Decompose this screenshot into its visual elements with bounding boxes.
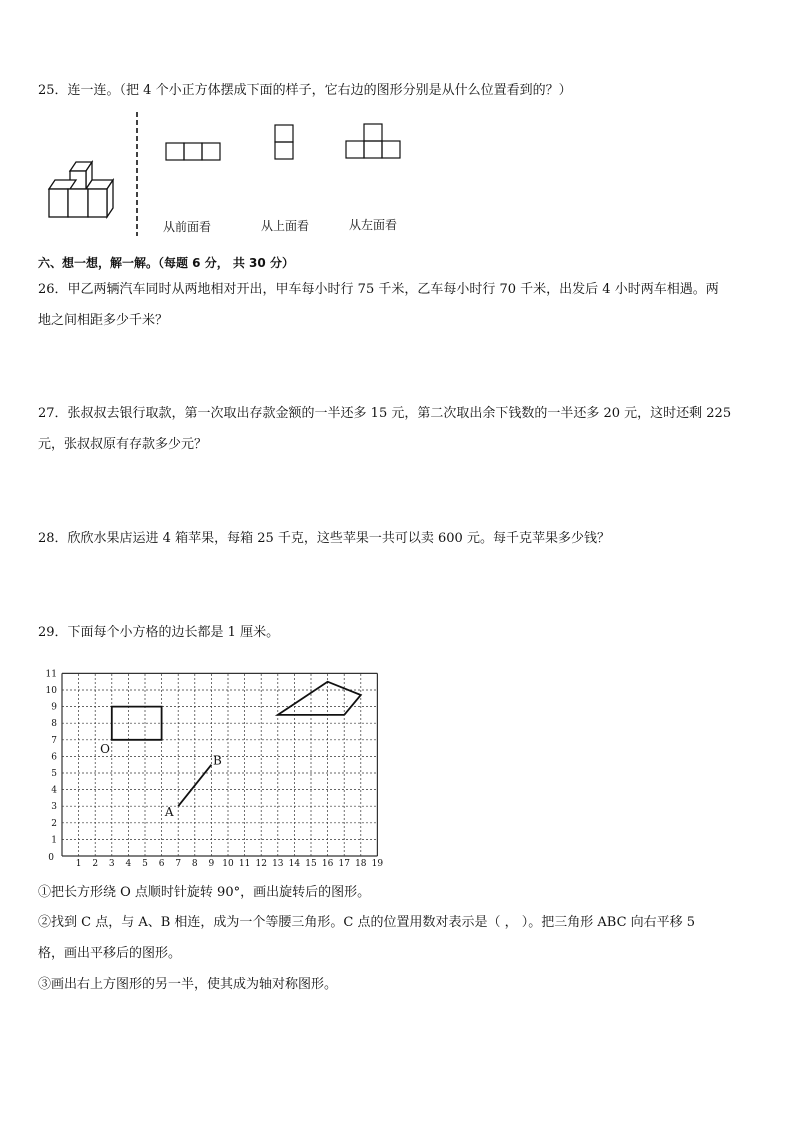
x-tick-label: 2: [92, 859, 99, 866]
x-tick-label: 15: [305, 859, 317, 866]
point-A-label: A: [164, 805, 174, 820]
x-tick-label: 4: [125, 859, 132, 866]
x-tick-label: 13: [272, 859, 284, 866]
y-tick-label: 3: [51, 802, 57, 813]
y-tick-label: 8: [51, 719, 57, 730]
x-tick-label: 14: [288, 859, 301, 866]
y-tick-label: 9: [51, 702, 57, 713]
coordinate-grid: [40, 656, 400, 866]
point-O-label: O: [100, 742, 111, 757]
x-tick-label: 17: [338, 859, 350, 866]
y-tick-label: 11: [45, 669, 57, 680]
y-tick-label: 10: [45, 686, 57, 696]
x-tick-label: 9: [208, 859, 215, 866]
x-tick-label: 11: [238, 859, 251, 866]
x-tick-label: 19: [371, 859, 384, 866]
origin-label: 0: [48, 853, 54, 863]
y-tick-label: 6: [51, 752, 57, 763]
label-front-view: 从前面看: [163, 220, 212, 234]
q27-line2: 元，张叔叔原有存款多少元？: [38, 437, 208, 452]
x-tick-label: 6: [158, 859, 165, 866]
cube-stack-figure: [44, 158, 128, 220]
x-tick-label: 7: [175, 859, 182, 866]
q29-sub3: ③画出右上方图形的另一半，使其成为轴对称图形。: [38, 977, 338, 992]
dashed-divider: [134, 112, 140, 236]
q26-line1: 26．甲乙两辆汽车同时从两地相对开出，甲车每小时行 75 千米，乙车每小时行 70 千米，出发后 4 小时两车相遇。两: [38, 282, 719, 297]
q26-line2: 地之间相距多少千米？: [38, 313, 169, 328]
x-tick-label: 3: [108, 859, 115, 866]
section-title: 六、想一想，解一解。（每题 6 分， 共 30 分）: [38, 256, 294, 270]
q29-sub2-line1: ②找到 C 点，与 A、B 相连，成为一个等腰三角形。C 点的位置用数对表示是（ ， ）。把三角形 ABC 向右平移 5: [38, 915, 696, 930]
front-view-shape: [165, 142, 222, 162]
q25-text: 25．连一连。（把 4 个小正方体摆成下面的样子，它右边的图形分别是从什么位置看到的？）: [38, 83, 572, 98]
y-tick-label: 5: [51, 769, 57, 779]
y-tick-label: 4: [51, 785, 57, 796]
x-tick-label: 10: [222, 859, 234, 866]
y-tick-label: 7: [51, 735, 57, 746]
x-tick-label: 5: [142, 859, 148, 866]
half-figure-shape: [278, 682, 361, 715]
point-B-label: B: [213, 753, 222, 768]
x-tick-label: 8: [191, 859, 198, 866]
y-tick-label: 2: [51, 818, 57, 829]
left-view-shape: [345, 123, 403, 161]
x-tick-label: 18: [355, 859, 367, 866]
q27-line1: 27．张叔叔去银行取款，第一次取出存款金额的一半还多 15 元，第二次取出余下钱数的一半还多 20 元，这时还剩 225: [38, 406, 732, 421]
x-tick-label: 12: [255, 859, 267, 866]
x-tick-label: 1: [75, 859, 82, 866]
label-left-view: 从左面看: [349, 218, 398, 232]
label-top-view: 从上面看: [261, 219, 310, 233]
q29-sub2-line2: 格，画出平移后的图形。: [38, 946, 182, 961]
x-tick-label: 16: [321, 859, 334, 866]
top-view-shape: [274, 124, 296, 162]
q28-line1: 28．欣欣水果店运进 4 箱苹果，每箱 25 千克，这些苹果一共可以卖 600 元。每千克苹果多少钱？: [38, 531, 610, 546]
q29-sub1: ①把长方形绕 O 点顺时针旋转 90°，画出旋转后的图形。: [38, 885, 371, 900]
q29-line1: 29．下面每个小方格的边长都是 1 厘米。: [38, 625, 280, 640]
y-tick-label: 1: [51, 835, 57, 846]
